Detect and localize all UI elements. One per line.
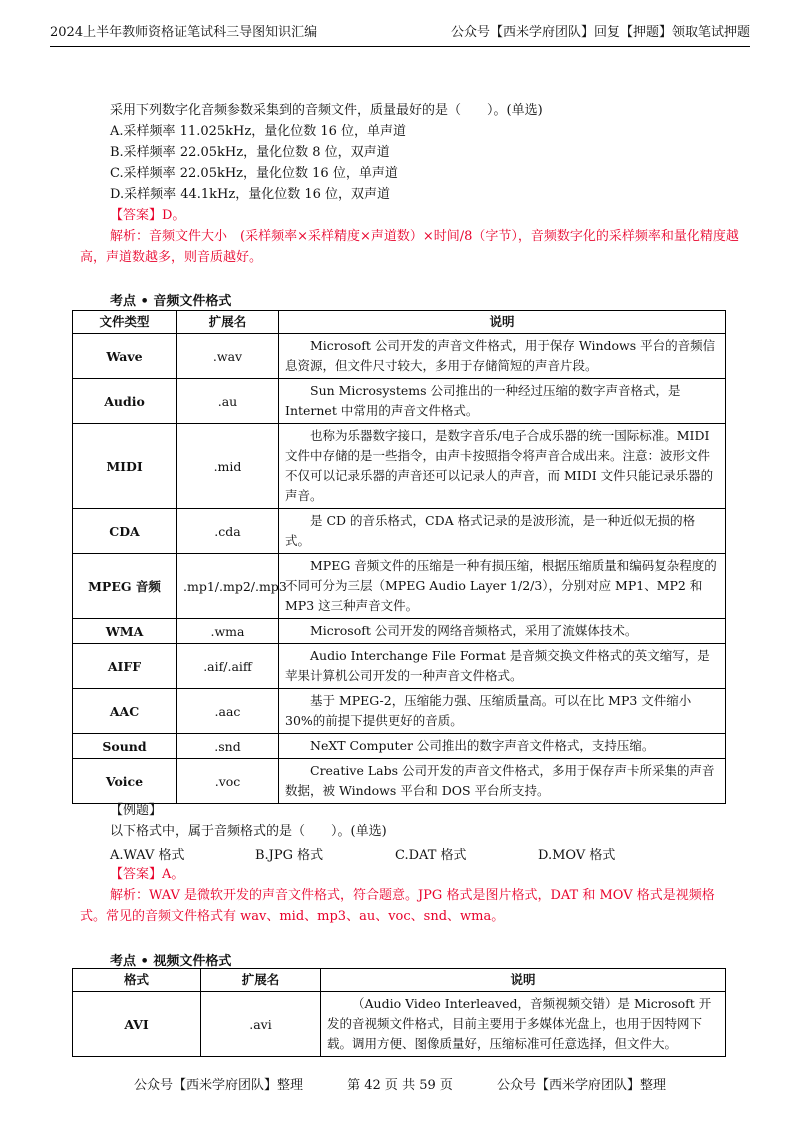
format-description: Microsoft 公司开发的声音文件格式，用于保存 Windows 平台的音频信息资源，但文件尺寸较大，多用于存储简短的声音片段。	[279, 334, 726, 379]
format-description: 是 CD 的音乐格式，CDA 格式记录的是波形流，是一种近似无损的格式。	[279, 509, 726, 554]
question-1-option-a: A.采样频率 11.025kHz，量化位数 16 位，单声道	[110, 124, 407, 139]
footer-left: 公众号【西米学府团队】整理	[133, 1078, 303, 1093]
table-header-row	[73, 969, 726, 992]
table-row	[73, 554, 726, 619]
page-footer	[0, 1074, 800, 1093]
column-header-type: 文件类型	[73, 311, 177, 334]
format-extension: .wma	[177, 619, 279, 644]
table-row	[73, 619, 726, 644]
format-description: Microsoft 公司开发的网络音频格式，采用了流媒体技术。	[279, 619, 726, 644]
column-header-description: 说明	[321, 969, 726, 992]
example-option-d: D.MOV 格式	[538, 848, 616, 863]
format-extension: .cda	[177, 509, 279, 554]
format-description: Creative Labs 公司开发的声音文件格式，多用于保存声卡所采集的声音数据，被 Windows 平台和 DOS 平台所支持。	[279, 759, 726, 804]
format-type: WMA	[73, 619, 177, 644]
format-extension: .aif/.aiff	[177, 644, 279, 689]
table-row	[73, 334, 726, 379]
question-1-analysis: 解析：音频文件大小 (采样频率×采样精度×声道数）×时间/8（字节），音频数字化的采样频率和量化精度越高，声道数越多，则音质越好。	[80, 229, 739, 265]
example-solution	[80, 864, 740, 927]
table-row	[73, 734, 726, 759]
format-type: MIDI	[73, 424, 177, 509]
example-analysis: 解析：WAV 是微软开发的声音文件格式，符合题意。JPG 格式是图片格式，DAT 和 MOV 格式是视频格式。常见的音频文件格式有 wav、mid、mp3、au、voc、snd、wma。	[80, 888, 715, 924]
format-extension: .avi	[201, 992, 321, 1057]
column-header-description: 说明	[279, 311, 726, 334]
format-type: Voice	[73, 759, 177, 804]
example-option-a: A.WAV 格式	[110, 848, 185, 863]
format-type: Sound	[73, 734, 177, 759]
format-description: Sun Microsystems 公司推出的一种经过压缩的数字声音格式，是 Internet 中常用的声音文件格式。	[279, 379, 726, 424]
format-extension: .snd	[177, 734, 279, 759]
question-1-stem: 采用下列数字化音频参数采集到的音频文件，质量最好的是（ ）。(单选)	[110, 103, 543, 118]
example-label: 【例题】	[110, 803, 163, 818]
format-description: MPEG 音频文件的压缩是一种有损压缩，根据压缩质量和编码复杂程度的不同可分为三层（MPEG Audio Layer 1/2/3），分别对应 MP1、MP2 和 MP3 这三种声音文件。	[279, 554, 726, 619]
question-1	[80, 100, 740, 268]
format-type: AAC	[73, 689, 177, 734]
column-header-extension: 扩展名	[177, 311, 279, 334]
question-1-option-b: B.采样频率 22.05kHz，量化位数 8 位，双声道	[110, 145, 390, 160]
header-title: 2024上半年教师资格证笔试科三导图知识汇编	[50, 25, 318, 40]
format-type: AVI	[73, 992, 201, 1057]
page-number: 第 42 页 共 59 页	[347, 1078, 453, 1093]
example-question	[80, 800, 740, 842]
format-description: （Audio Video Interleaved，音频视频交错）是 Microsoft 开发的音视频文件格式，目前主要用于多媒体光盘上，也用于因特网下载。调用方便、图像质量好，压缩标准可任意选择，但文件大。	[321, 992, 726, 1057]
table-row	[73, 509, 726, 554]
table-row	[73, 379, 726, 424]
page-header	[50, 22, 750, 47]
video-section-title: 考点 • 视频文件格式	[110, 954, 232, 969]
format-description: 也称为乐器数字接口，是数字音乐/电子合成乐器的统一国际标准。MIDI 文件中存储的是一些指令，由声卡按照指令将声音合成出来。注意：波形文件不仅可以记录乐器的声音还可以记录人的声音，而 MIDI 文件只能记录乐器的声音。	[279, 424, 726, 509]
format-description: 基于 MPEG-2，压缩能力强、压缩质量高。可以在比 MP3 文件缩小 30%的前提下提供更好的音质。	[279, 689, 726, 734]
format-extension: .wav	[177, 334, 279, 379]
format-type: CDA	[73, 509, 177, 554]
format-description: Audio Interchange File Format 是音频交换文件格式的英文缩写，是苹果计算机公司开发的一种声音文件格式。	[279, 644, 726, 689]
example-options	[110, 844, 710, 866]
format-extension: .aac	[177, 689, 279, 734]
example-option-b: B.JPG 格式	[255, 848, 324, 863]
table-header-row	[73, 311, 726, 334]
example-option-c: C.DAT 格式	[395, 848, 467, 863]
format-description: NeXT Computer 公司推出的数字声音文件格式，支持压缩。	[279, 734, 726, 759]
question-1-option-d: D.采样频率 44.1kHz，量化位数 16 位，双声道	[110, 187, 391, 202]
format-extension: .mid	[177, 424, 279, 509]
question-1-answer: 【答案】D。	[110, 208, 186, 223]
table-row	[73, 644, 726, 689]
column-header-format: 格式	[73, 969, 201, 992]
table-row	[73, 992, 726, 1057]
format-type: AIFF	[73, 644, 177, 689]
example-stem: 以下格式中，属于音频格式的是（ ）。(单选)	[110, 824, 387, 839]
example-answer: 【答案】A。	[110, 867, 185, 882]
video-format-table	[72, 968, 726, 1057]
format-extension: .voc	[177, 759, 279, 804]
format-type: Audio	[73, 379, 177, 424]
audio-format-table	[72, 310, 726, 804]
format-extension: .au	[177, 379, 279, 424]
table-row	[73, 424, 726, 509]
header-promo: 公众号【西米学府团队】回复【押题】领取笔试押题	[450, 25, 750, 40]
audio-section-title: 考点 • 音频文件格式	[110, 294, 232, 309]
format-type: Wave	[73, 334, 177, 379]
format-type: MPEG 音频	[73, 554, 177, 619]
footer-right: 公众号【西米学府团队】整理	[497, 1078, 667, 1093]
format-extension: .mp1/.mp2/.mp3	[177, 554, 279, 619]
table-row	[73, 689, 726, 734]
question-1-option-c: C.采样频率 22.05kHz，量化位数 16 位，单声道	[110, 166, 398, 181]
column-header-extension: 扩展名	[201, 969, 321, 992]
table-row	[73, 759, 726, 804]
